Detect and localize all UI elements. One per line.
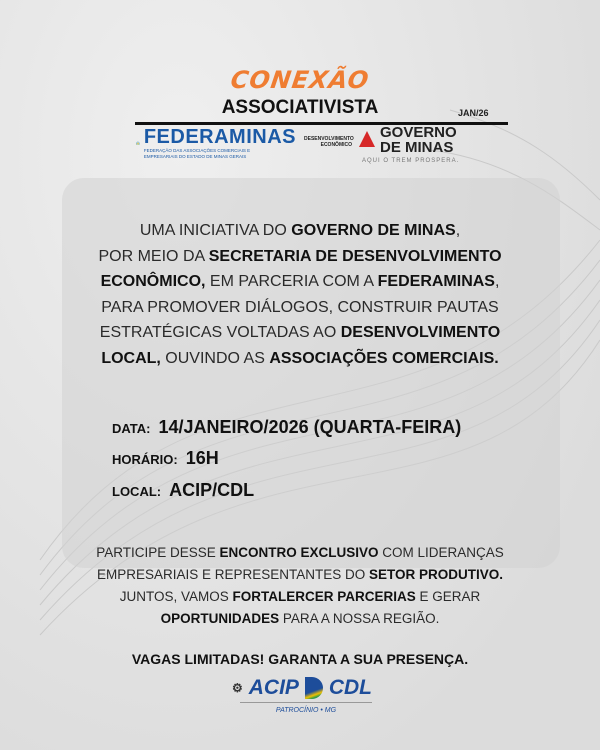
text-segment: SETOR PRODUTIVO. bbox=[369, 567, 504, 582]
text-segment: ESTRATÉGICAS VOLTADAS AO bbox=[99, 324, 341, 342]
gov-line1: GOVERNO bbox=[380, 124, 457, 141]
text-line bbox=[40, 564, 560, 586]
text-segment: UMA INICIATIVA DO bbox=[139, 222, 292, 239]
text-line bbox=[40, 218, 560, 244]
text-segment: , bbox=[455, 222, 461, 239]
edition-date: JAN/26 bbox=[458, 108, 489, 118]
text-segment: OUVINDO AS bbox=[160, 349, 270, 367]
text-segment: JUNTOS, VAMOS bbox=[119, 589, 233, 604]
gear-icon: ⚙ bbox=[232, 681, 243, 695]
text-segment: GARANTA A SUA PRESENÇA. bbox=[264, 651, 469, 667]
gov-minas-logo bbox=[380, 125, 457, 155]
text-segment: GOVERNO DE MINAS bbox=[291, 222, 456, 239]
closing-text bbox=[40, 542, 560, 630]
text-line bbox=[40, 346, 560, 372]
federaminas-subtitle: FEDERAÇÃO DAS ASSOCIAÇÕES COMERCIAIS E EMPRESARIAIS DO ESTADO DE MINAS GERAIS bbox=[143, 148, 251, 159]
cdl-flag-icon bbox=[305, 677, 323, 699]
text-segment: FEDERAMINAS bbox=[377, 273, 495, 291]
text-segment: EMPRESARIAIS E REPRESENTANTES DO bbox=[96, 567, 370, 582]
time-value: 16H bbox=[185, 448, 219, 468]
text-segment: PARA PROMOVER DIÁLOGOS, CONSTRUIR PAUTAS bbox=[101, 298, 499, 316]
text-segment: DESENVOLVIMENTO bbox=[340, 324, 501, 342]
text-line bbox=[40, 320, 560, 346]
dev-label: DESENVOLVIMENTO ECONÔMICO bbox=[304, 136, 354, 148]
cta-text bbox=[0, 650, 600, 668]
text-segment: EM PARCERIA COM A bbox=[205, 273, 378, 291]
text-segment: ECONÔMICO, bbox=[100, 273, 206, 291]
date-value: 14/JANEIRO/2026 (QUARTA-FEIRA) bbox=[158, 417, 462, 437]
text-segment: POR MEIO DA bbox=[98, 247, 209, 265]
text-line bbox=[40, 295, 560, 321]
text-segment: PARTICIPE DESSE bbox=[96, 545, 220, 560]
gov-slogan: AQUI O TREM PROSPERA. bbox=[362, 158, 460, 164]
title-script: CONEXÃO bbox=[228, 66, 372, 94]
cdl-name: CDL bbox=[328, 676, 372, 699]
intro-text bbox=[40, 218, 560, 372]
text-segment: PARA A NOSSA REGIÃO. bbox=[279, 611, 440, 626]
text-line bbox=[40, 608, 560, 630]
text-line bbox=[40, 269, 560, 295]
federaminas-logo bbox=[136, 126, 296, 159]
text-segment: E GERAR bbox=[415, 589, 481, 604]
event-place bbox=[112, 479, 254, 503]
acip-name: ACIP bbox=[248, 676, 299, 699]
gov-minas-triangle-icon bbox=[358, 130, 376, 148]
text-line bbox=[40, 244, 560, 270]
text-segment: ENCONTRO EXCLUSIVO bbox=[219, 545, 379, 560]
gov-line2: DE MINAS bbox=[380, 139, 454, 156]
event-time bbox=[112, 447, 219, 471]
date-label: DATA: bbox=[112, 421, 151, 436]
text-segment: VAGAS LIMITADAS! bbox=[131, 651, 265, 667]
text-segment: ASSOCIAÇÕES COMERCIAIS. bbox=[269, 349, 499, 367]
text-segment: LOCAL, bbox=[101, 349, 161, 367]
federaminas-arch-icon bbox=[136, 128, 140, 158]
federaminas-name: FEDERAMINAS bbox=[143, 126, 296, 148]
time-label: HORÁRIO: bbox=[112, 452, 178, 467]
text-segment: COM LIDERANÇAS bbox=[378, 545, 504, 560]
text-segment: SECRETARIA DE DESENVOLVIMENTO bbox=[208, 247, 502, 265]
text-segment: , bbox=[494, 273, 500, 291]
text-segment: FORTALERCER PARCERIAS bbox=[232, 589, 416, 604]
text-line bbox=[40, 586, 560, 608]
title: ASSOCIATIVISTA bbox=[221, 97, 379, 118]
text-segment: OPORTUNIDADES bbox=[160, 611, 280, 626]
location: PATROCÍNIO • MG bbox=[240, 702, 372, 715]
text-line bbox=[40, 542, 560, 564]
event-date bbox=[112, 416, 461, 440]
place-label: LOCAL: bbox=[112, 484, 162, 499]
acip-cdl-logo bbox=[232, 676, 372, 715]
place-value: ACIP/CDL bbox=[169, 480, 255, 500]
